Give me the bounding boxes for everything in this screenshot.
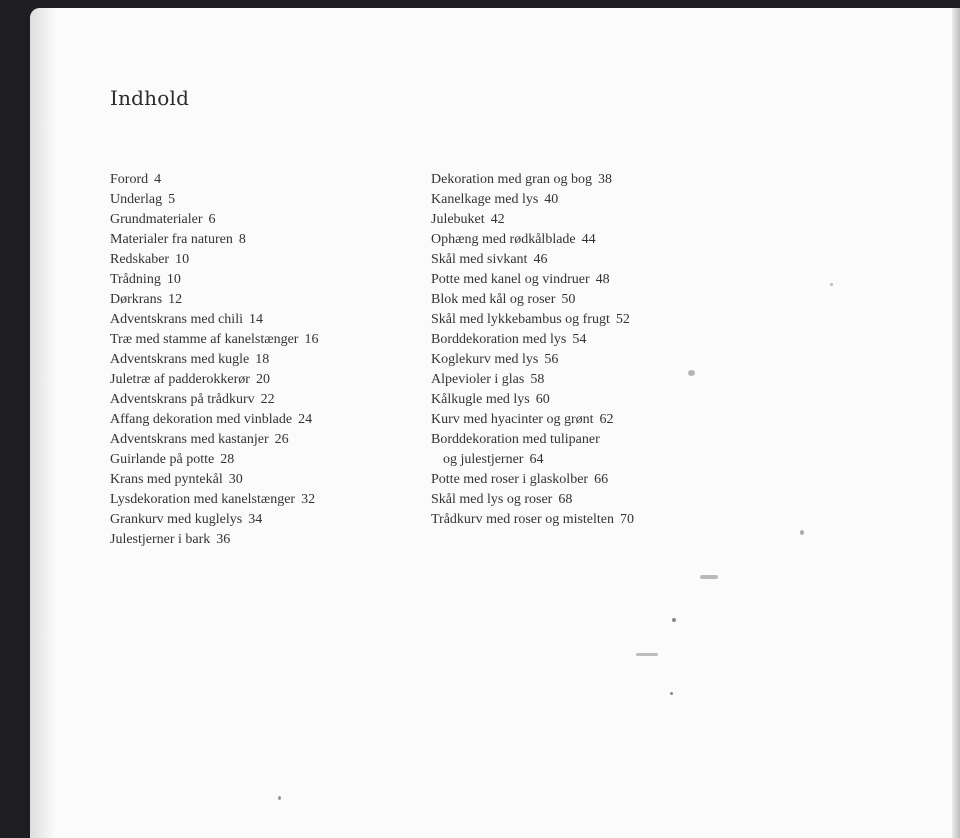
scan-speck bbox=[688, 370, 695, 376]
toc-page-number: 30 bbox=[228, 472, 243, 487]
toc-entry bbox=[110, 470, 318, 490]
toc-entry bbox=[431, 410, 634, 430]
toc-entry bbox=[431, 270, 634, 290]
page-edge bbox=[952, 8, 960, 838]
toc-entry bbox=[110, 510, 318, 530]
toc-page-number: 26 bbox=[274, 432, 289, 447]
toc-page-number: 24 bbox=[298, 412, 313, 427]
toc-entry bbox=[110, 190, 318, 210]
toc-entry-title: Borddekoration med tulipaner bbox=[431, 432, 600, 447]
toc-entry bbox=[110, 370, 318, 390]
toc-entry-title: Julebuket bbox=[431, 212, 485, 227]
spine-shadow bbox=[30, 8, 56, 838]
toc-entry bbox=[110, 450, 318, 470]
toc-page-number: 56 bbox=[544, 352, 559, 367]
toc-entry-title: Forord bbox=[110, 172, 149, 187]
toc-entry-title: Ophæng med rødkålblade bbox=[431, 232, 576, 247]
toc-entry bbox=[110, 310, 318, 330]
toc-entry bbox=[110, 270, 318, 290]
toc-entry-title: Skål med lykkebambus og frugt bbox=[431, 312, 610, 327]
toc-entry-title: Materialer fra naturen bbox=[110, 232, 233, 247]
toc-page-number: 38 bbox=[597, 172, 612, 187]
toc-entry bbox=[110, 430, 318, 450]
toc-entry-title: Borddekoration med lys bbox=[431, 332, 567, 347]
scan-speck bbox=[830, 283, 833, 286]
toc-page-number: 10 bbox=[166, 272, 181, 287]
toc-page-number: 40 bbox=[544, 192, 559, 207]
toc-entry-title: Affang dekoration med vinblade bbox=[110, 412, 293, 427]
toc-entry bbox=[431, 290, 634, 310]
toc-entry bbox=[431, 230, 634, 250]
toc-page-number: 5 bbox=[168, 192, 176, 207]
toc-page-number: 62 bbox=[599, 412, 614, 427]
toc-page-number: 66 bbox=[594, 472, 609, 487]
toc-page-number: 6 bbox=[208, 212, 216, 227]
toc-page-number: 4 bbox=[154, 172, 162, 187]
toc-entry-title: Underlag bbox=[110, 192, 163, 207]
toc-page-number: 10 bbox=[175, 252, 190, 267]
toc-entry-title: Alpevioler i glas bbox=[431, 372, 525, 387]
scan-speck bbox=[670, 692, 673, 695]
toc-entry-title: Trådkurv med roser og mistelten bbox=[431, 512, 615, 527]
scan-speck bbox=[672, 618, 676, 622]
toc-entry bbox=[431, 210, 634, 230]
toc-page-number: 50 bbox=[561, 292, 576, 307]
toc-entry bbox=[110, 410, 318, 430]
toc-page-number: 32 bbox=[301, 492, 316, 507]
toc-page-number: 18 bbox=[255, 352, 270, 367]
page-title: Indhold bbox=[110, 86, 190, 110]
toc-page-number: 64 bbox=[529, 452, 544, 467]
toc-entry-title: Kurv med hyacinter og grønt bbox=[431, 412, 594, 427]
toc-entry bbox=[431, 510, 634, 530]
toc-entry-title: Adventskrans med kugle bbox=[110, 352, 250, 367]
toc-entry bbox=[431, 430, 634, 450]
toc-page-number: 68 bbox=[558, 492, 573, 507]
toc-entry bbox=[110, 230, 318, 250]
toc-column-left bbox=[110, 170, 318, 550]
toc-entry bbox=[431, 190, 634, 210]
scan-speck bbox=[800, 530, 804, 535]
toc-page-number: 48 bbox=[595, 272, 610, 287]
toc-entry-title: Krans med pyntekål bbox=[110, 472, 223, 487]
toc-page-number: 16 bbox=[304, 332, 319, 347]
toc-entry bbox=[110, 330, 318, 350]
toc-entry bbox=[431, 330, 634, 350]
toc-entry bbox=[431, 490, 634, 510]
toc-entry-title: Dekoration med gran og bog bbox=[431, 172, 592, 187]
toc-entry-title: Adventskrans med chili bbox=[110, 312, 243, 327]
toc-entry bbox=[431, 390, 634, 410]
scan-speck bbox=[700, 575, 718, 579]
toc-page-number: 34 bbox=[248, 512, 263, 527]
toc-page-number: 54 bbox=[572, 332, 587, 347]
toc-page-number: 14 bbox=[248, 312, 263, 327]
toc-entry bbox=[431, 370, 634, 390]
toc-page-number: 42 bbox=[490, 212, 505, 227]
toc-entry-title: Blok med kål og roser bbox=[431, 292, 556, 307]
toc-entry-title: Redskaber bbox=[110, 252, 170, 267]
toc-entry-title: Koglekurv med lys bbox=[431, 352, 539, 367]
toc-page-number: 58 bbox=[530, 372, 545, 387]
toc-entry bbox=[431, 450, 634, 470]
toc-entry-title: Grankurv med kuglelys bbox=[110, 512, 243, 527]
toc-entry bbox=[110, 290, 318, 310]
toc-page-number: 44 bbox=[581, 232, 596, 247]
toc-entry-title: Juletræ af padderokkerør bbox=[110, 372, 250, 387]
toc-page-number: 70 bbox=[620, 512, 635, 527]
toc-entry bbox=[110, 530, 318, 550]
toc-page-number: 60 bbox=[535, 392, 550, 407]
toc-entry-title: Lysdekoration med kanelstænger bbox=[110, 492, 296, 507]
toc-entry-title: Kålkugle med lys bbox=[431, 392, 530, 407]
toc-page-number: 46 bbox=[533, 252, 548, 267]
toc-page-number: 8 bbox=[238, 232, 246, 247]
toc-entry-title: Dørkrans bbox=[110, 292, 163, 307]
toc-entry bbox=[110, 350, 318, 370]
toc-entry-title: Skål med sivkant bbox=[431, 252, 528, 267]
toc-page-number: 28 bbox=[220, 452, 235, 467]
toc-entry-title: Grundmaterialer bbox=[110, 212, 203, 227]
toc-entry bbox=[431, 350, 634, 370]
toc-entry-title: Skål med lys og roser bbox=[431, 492, 553, 507]
toc-page-number: 20 bbox=[255, 372, 270, 387]
toc-page-number: 36 bbox=[216, 532, 231, 547]
toc-entry-title: Kanelkage med lys bbox=[431, 192, 539, 207]
toc-entry-title: Trådning bbox=[110, 272, 161, 287]
toc-entry-title: Adventskrans på trådkurv bbox=[110, 392, 255, 407]
toc-entry bbox=[110, 210, 318, 230]
toc-entry bbox=[431, 170, 634, 190]
toc-entry-title: Julestjerner i bark bbox=[110, 532, 211, 547]
toc-entry bbox=[110, 170, 318, 190]
toc-entry bbox=[431, 470, 634, 490]
toc-entry-title: Guirlande på potte bbox=[110, 452, 215, 467]
toc-page-number: 22 bbox=[260, 392, 275, 407]
toc-entry bbox=[110, 490, 318, 510]
toc-entry-title: Træ med stamme af kanelstænger bbox=[110, 332, 299, 347]
toc-entry-title: og julestjerner bbox=[443, 452, 524, 467]
toc-page-number: 52 bbox=[615, 312, 630, 327]
toc-page-number: 12 bbox=[168, 292, 183, 307]
toc-entry bbox=[431, 310, 634, 330]
scan-speck bbox=[636, 653, 658, 656]
toc-entry-title: Potte med roser i glaskolber bbox=[431, 472, 589, 487]
scan-speck bbox=[278, 796, 281, 800]
toc-entry-title: Adventskrans med kastanjer bbox=[110, 432, 269, 447]
toc-entry bbox=[431, 250, 634, 270]
toc-entry bbox=[110, 250, 318, 270]
toc-entry-title: Potte med kanel og vindruer bbox=[431, 272, 590, 287]
toc-column-right bbox=[431, 170, 634, 530]
toc-entry bbox=[110, 390, 318, 410]
